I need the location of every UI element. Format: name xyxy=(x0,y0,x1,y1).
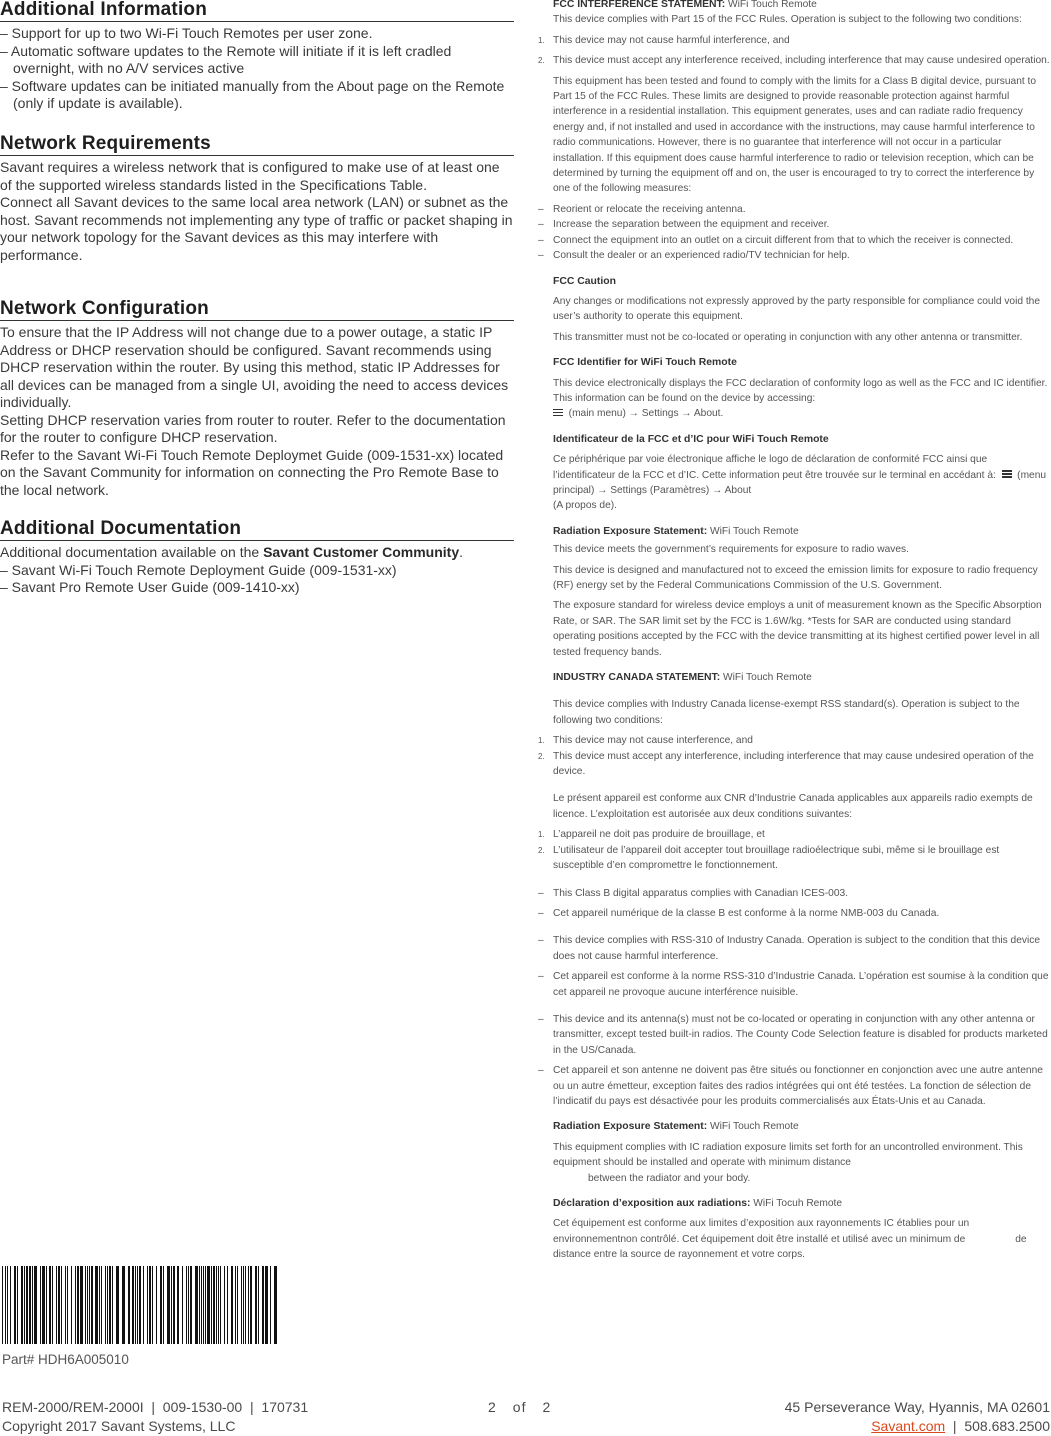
barcode-bar xyxy=(182,1266,183,1344)
path-about: About. xyxy=(693,408,724,420)
barcode-bar xyxy=(42,1266,45,1344)
item-text: This device may not cause harmful interference, and xyxy=(553,34,790,46)
section-heading: Network Configuration xyxy=(0,299,514,321)
barcode-bar xyxy=(61,1266,62,1344)
barcode-bar xyxy=(14,1266,16,1344)
barcode-bar xyxy=(7,1266,8,1344)
menu-icon xyxy=(553,407,563,418)
arrow-right-icon: → xyxy=(597,484,608,496)
paragraph: Any changes or modifications not expressly approved by the party responsible for compliance could void the user’s authority to operate this equipment. xyxy=(553,295,1041,323)
radiation-heading xyxy=(538,524,1051,539)
arrow-right-icon: → xyxy=(681,408,692,420)
barcode-bar xyxy=(163,1266,164,1344)
dash-marker: – xyxy=(538,971,544,983)
item-text: Connect the equipment into an outlet on a circuit different from that to which the receiver is connected. xyxy=(553,234,1014,246)
paragraph: Setting DHCP reservation varies from router to router. Refer to the documentation for the router to configure DHCP reservation. xyxy=(0,411,506,445)
dash-item xyxy=(538,1063,1051,1109)
dash-item xyxy=(538,202,1051,217)
list-item: – Savant Pro Remote User Guide (009-1410-xx) xyxy=(0,579,300,595)
copyright: Copyright 2017 Savant Systems, LLC xyxy=(2,1418,236,1434)
barcode-bar xyxy=(101,1266,102,1344)
phone-number: 508.683.2500 xyxy=(964,1418,1050,1434)
model-line: REM-2000/REM-2000I | 009-1530-00 | 170731 xyxy=(2,1399,309,1415)
barcode-bar xyxy=(32,1266,33,1344)
identificateur-text: Ce périphérique par voie électronique affiche le logo de déclaration de conformité FCC ainsi que l’identificateur de la FCC et d’IC. Cette information peut être trouvée sur le terminal en accédant à: xyxy=(553,454,996,481)
dash-marker: – xyxy=(538,1065,544,1077)
paragraph xyxy=(538,376,1051,422)
paragraph xyxy=(538,1140,1051,1186)
barcode-bar xyxy=(109,1266,111,1344)
barcode-bar xyxy=(227,1266,228,1344)
paragraph: The exposure standard for wireless device employs a unit of measurement known as the Specific Absorption Rate, or SAR. The SAR limit set by the FCC is 1.6W/kg. *Tests for SAR are conducted using standard operating positions accepted by the FCC with the device transmitting at its highest certified power level in all tested frequency bands. xyxy=(553,600,1042,658)
item-text: L’utilisateur de l’appareil doit accepter tout brouillage radioélectrique subi, même si le brouillage est susceptible d’en compromettre le fonctionnement. xyxy=(553,844,1000,872)
barcode-bar xyxy=(29,1266,31,1344)
barcode-bar xyxy=(160,1266,162,1344)
paragraph xyxy=(538,1216,1051,1262)
barcode-bar xyxy=(205,1266,206,1344)
paragraph: This device complies with Part 15 of the FCC Rules. Operation is subject to the following two conditions: xyxy=(553,14,1022,26)
item-text: This device may not cause interference, and xyxy=(553,735,753,747)
paragraph: This equipment has been tested and found to comply with the limits for a Class B digital device, pursuant to Part 15 of the FCC Rules. These limits are designed to provide reasonable protection against harmful interference in a residential installation. This equipment generates, uses and can radiate radio frequency energy and, if not installed and used in accordance with the instructions, may cause harmful interference to radio communications. However, there is no guarantee that interference will not occur in a particular installation. If this equipment does cause harmful interference to radio or television reception, which can be determined by turning the equipment off and on, the user is encouraged to try to correct the interference by one of the following measures: xyxy=(553,75,1037,195)
barcode-bar xyxy=(77,1266,79,1344)
fcc-interference-heading xyxy=(538,0,1051,12)
barcode-bar xyxy=(167,1266,170,1344)
barcode-bar xyxy=(255,1266,257,1344)
website-link[interactable]: Savant.com xyxy=(871,1418,946,1434)
section-heading: Additional Documentation xyxy=(0,519,514,541)
page-total: 2 xyxy=(542,1399,552,1415)
barcode-bar xyxy=(203,1266,204,1344)
barcode-bar xyxy=(112,1266,113,1344)
paragraph: Le présent appareil est conforme aux CNR d’Industrie Canada applicables aux appareils radio exempts de licence. L’exploitation est autorisée aux deux conditions suivantes: xyxy=(553,793,1033,820)
dash-item xyxy=(538,248,1051,263)
arrow-right-icon: → xyxy=(712,484,723,496)
item-text: This device and its antenna(s) must not be co-located or operating in conjunction with any other antenna or transmitter, except tested built-in radios. The County Code Selection feature is disabled for products marketed in the US/Canada. xyxy=(553,1013,1048,1056)
barcode-bar xyxy=(91,1266,93,1344)
barcode-bar xyxy=(80,1266,83,1344)
item-number: 2. xyxy=(538,751,545,761)
right-column xyxy=(538,0,1051,1263)
barcode-bar xyxy=(243,1266,244,1344)
item-text: Consult the dealer or an experienced radio/TV technician for help. xyxy=(553,250,850,262)
barcode-bar xyxy=(21,1266,23,1344)
barcode-bar xyxy=(265,1266,268,1344)
barcode-bar xyxy=(58,1266,60,1344)
barcode-bar xyxy=(56,1266,57,1344)
para-text: Cet équipement est conforme aux limites d’exposition aux rayonnements IC établies pour un environnementnon contrôlé. Cet équipement doit être installé et utilisé avec un minimum de xyxy=(553,1218,970,1245)
barcode-bar xyxy=(67,1266,68,1344)
barcode-bar xyxy=(262,1266,264,1344)
heading-bold: Radiation Exposure Statement: xyxy=(553,1121,708,1133)
numbered-item xyxy=(538,733,1051,748)
item-text: L’appareil ne doit pas produire de brouillage, et xyxy=(553,829,765,841)
identificateur-heading: Identificateur de la FCC et d’IC pour WiFi Touch Remote xyxy=(553,433,829,445)
barcode-bar xyxy=(207,1266,210,1344)
additional-documentation-section xyxy=(0,519,514,597)
network-requirements-section xyxy=(0,134,514,264)
para-text: between the radiator and your body. xyxy=(588,1172,751,1184)
path-about: About xyxy=(724,484,752,496)
intro-text: Additional documentation available on the xyxy=(0,544,264,560)
barcode-bar xyxy=(190,1266,192,1344)
list-item: – Automatic software updates to the Remote will initiate if it is left cradled overnight, with no A/V services active xyxy=(0,42,452,76)
item-number: 1. xyxy=(538,736,545,746)
page-of: of xyxy=(512,1399,527,1415)
paragraph: Connect all Savant devices to the same local area network (LAN) or subnet as the host. Savant recommends not implementing any type of traffic or packet shaping in your network topology for the Savant devices as this may interfere with performance. xyxy=(0,194,513,263)
barcode-bar xyxy=(89,1266,90,1344)
heading-rest: WiFi Touch Remote xyxy=(725,0,817,10)
barcode-bar xyxy=(258,1266,259,1344)
item-number: 1. xyxy=(538,35,545,45)
item-text: This device must accept any interference, including interference that may cause undesired operation of the device. xyxy=(553,750,1034,778)
path-menu: (main menu) xyxy=(568,408,626,420)
barcode-bar xyxy=(218,1266,219,1344)
barcode-bar xyxy=(85,1266,86,1344)
paragraph: Savant requires a wireless network that is configured to make use of at least one of the supported wireless standards listed in the Specifications Table. xyxy=(0,159,500,193)
barcode-bar xyxy=(65,1266,66,1344)
numbered-item xyxy=(538,843,1051,874)
para-text: This equipment complies with IC radiation exposure limits set forth for an uncontrolled environment. This equipment should be installed and operate with minimum distance xyxy=(553,1141,1023,1169)
item-text: This device must accept any interference received, including interference that may cause undesired operation. xyxy=(553,55,1050,67)
barcode-bar xyxy=(201,1266,202,1344)
barcode-bar xyxy=(216,1266,217,1344)
fcc-caution-heading: FCC Caution xyxy=(553,275,616,287)
dash-item xyxy=(538,1012,1051,1058)
identifier-text: This device electronically displays the FCC declaration of conformity logo as well as the FCC and IC identifier. This information can be found on the device by accessing: xyxy=(553,377,1048,404)
barcode-bar xyxy=(34,1266,37,1344)
item-text: Cet appareil et son antenne ne doivent pas être situés ou fonctionner en conjonction avec une autre antenne ou un autre émetteur, exception faites des radios intégrées qui ont été testées. La fonction de sélection de l’indicatif du pays est désactivée pour les produits commercialisés aux États-Unis et au Canada. xyxy=(553,1065,1043,1107)
heading-bold: FCC INTERFERENCE STATEMENT: xyxy=(553,0,726,10)
dash-item xyxy=(538,217,1051,232)
barcode-bar xyxy=(46,1266,47,1344)
dash-item xyxy=(538,906,1051,921)
barcode-bar xyxy=(116,1266,119,1344)
barcode-bar xyxy=(10,1266,11,1344)
declaration-heading xyxy=(538,1196,1051,1211)
list-item: – Support for up to two Wi-Fi Touch Remotes per user zone. xyxy=(0,25,373,41)
numbered-item xyxy=(538,33,1051,48)
barcode-bar xyxy=(49,1266,51,1344)
item-text: This device complies with RSS-310 of Industry Canada. Operation is subject to the condition that this device does not cause harmful interference. xyxy=(553,935,1040,962)
network-configuration-section xyxy=(0,299,514,499)
paragraph: This device is designed and manufactured not to exceed the emission limits for exposure to radio frequency (RF) energy set by the Federal Communications Commission of the U.S. Government. xyxy=(553,564,1038,591)
barcode-bar xyxy=(17,1266,18,1344)
dash-marker: – xyxy=(538,935,544,947)
item-text: This Class B digital apparatus complies with Canadian ICES-003. xyxy=(553,887,849,899)
dash-item xyxy=(538,886,1051,901)
barcode-bar xyxy=(224,1266,225,1344)
path-about-fr: (A propos de). xyxy=(553,500,617,512)
barcode-bar xyxy=(99,1266,100,1344)
barcode-bar xyxy=(186,1266,187,1344)
heading-rest: WiFi Touch Remote xyxy=(707,525,799,537)
barcode-bar xyxy=(95,1266,98,1344)
barcode-bar xyxy=(188,1266,189,1344)
dash-marker: – xyxy=(538,907,544,919)
arrow-right-icon: → xyxy=(628,408,639,420)
address: 45 Perseverance Way, Hyannis, MA 02601 xyxy=(784,1399,1050,1415)
list-item: – Software updates can be initiated manually from the About page on the Remote (only if update is available). xyxy=(0,77,505,111)
barcode-bar xyxy=(107,1266,108,1344)
item-text: Increase the separation between the equipment and receiver. xyxy=(553,219,830,231)
barcode-bar xyxy=(75,1266,76,1344)
heading-bold: INDUSTRY CANADA STATEMENT: xyxy=(553,672,721,684)
paragraph: This device meets the government’s requirements for exposure to radio waves. xyxy=(553,544,909,556)
barcode-bar xyxy=(213,1266,215,1344)
item-number: 2. xyxy=(538,845,545,855)
barcode-bar xyxy=(5,1266,6,1344)
paragraph: This transmitter must not be co-located or operating in conjunction with any other antenna or transmitter. xyxy=(553,331,1023,343)
numbered-item xyxy=(538,827,1051,842)
section-heading: Additional Information xyxy=(0,0,514,22)
list-item: – Savant Wi-Fi Touch Remote Deployment Guide (009-1531-xx) xyxy=(0,561,397,578)
dash-marker: – xyxy=(538,203,544,215)
barcode-bar xyxy=(156,1266,157,1344)
barcode-bar xyxy=(135,1266,136,1344)
barcode-bar xyxy=(128,1266,130,1344)
paragraph: This device complies with Industry Canada license-exempt RSS standard(s). Operation is subject to the following two conditions: xyxy=(553,699,1020,726)
path-menu: (menu principal) xyxy=(553,469,1047,496)
barcode-bar xyxy=(105,1266,106,1344)
barcode-bar xyxy=(149,1266,151,1344)
barcode-bar xyxy=(248,1266,249,1344)
barcode xyxy=(2,1266,280,1344)
barcode-bar xyxy=(245,1266,246,1344)
heading-bold: Déclaration d’exposition aux radiations: xyxy=(553,1198,751,1209)
barcode-bar xyxy=(122,1266,125,1344)
part-number: Part# HDH6A005010 xyxy=(2,1352,129,1367)
para-text: de distance entre la source de rayonnement et votre corps. xyxy=(553,1233,1027,1261)
dash-marker: – xyxy=(538,1013,544,1025)
barcode-bar xyxy=(274,1266,277,1344)
barcode-bar xyxy=(171,1266,172,1344)
item-number: 1. xyxy=(538,830,545,840)
path-settings: Settings xyxy=(641,408,679,420)
barcode-bar xyxy=(231,1266,233,1344)
barcode-bar xyxy=(270,1266,271,1344)
paragraph xyxy=(538,452,1051,514)
heading-rest: WiFi Touch Remote xyxy=(707,1121,799,1133)
additional-information-section xyxy=(0,0,514,113)
dash-marker: – xyxy=(538,887,544,899)
barcode-bar xyxy=(87,1266,88,1344)
heading-rest: WiFi Touch Remote xyxy=(720,672,812,684)
barcode-bar xyxy=(199,1266,200,1344)
page-current: 2 xyxy=(488,1399,497,1415)
numbered-item xyxy=(538,749,1051,780)
dash-marker: – xyxy=(538,234,544,246)
path-settings: Settings (Paramètres) xyxy=(610,484,710,496)
barcode-bar xyxy=(24,1266,25,1344)
barcode-bar xyxy=(211,1266,212,1344)
barcode-bar xyxy=(137,1266,138,1344)
barcode-bar xyxy=(2,1266,3,1344)
footer-left xyxy=(2,1398,308,1436)
separator: | xyxy=(945,1418,965,1434)
item-text: Cet appareil est conforme à la norme RSS-310 d’Industrie Canada. L’opération est soumise à la condition que cet appareil ne provoque aucune interférence nuisible. xyxy=(553,971,1049,998)
barcode-bar xyxy=(132,1266,134,1344)
heading-rest: WiFi Tocuh Remote xyxy=(750,1198,842,1209)
paragraph: To ensure that the IP Address will not change due to a power outage, a static IP Address or DHCP reservation should be configured. Savant recommends using DHCP reservation within the router. By using this method, static IP Addresses for all devices can be managed from a single UI, avoiding the need to access devices individually. xyxy=(0,324,509,410)
barcode-bar xyxy=(241,1266,242,1344)
dash-marker: – xyxy=(538,219,544,231)
barcode-bar xyxy=(26,1266,28,1344)
barcode-bar xyxy=(152,1266,153,1344)
barcode-bar xyxy=(52,1266,53,1344)
dash-item xyxy=(538,933,1051,964)
barcode-bar xyxy=(220,1266,221,1344)
paragraph: Refer to the Savant Wi-Fi Touch Remote Deploymet Guide (009-1531-xx) located on the Savant Community for information on connecting the Pro Remote Base to the local network. xyxy=(0,446,504,498)
heading-bold: Radiation Exposure Statement: xyxy=(553,525,708,537)
footer-right xyxy=(785,1398,1050,1436)
fcc-identifier-heading: FCC Identifier for WiFi Touch Remote xyxy=(553,357,737,369)
barcode-bar xyxy=(250,1266,252,1344)
radiation-heading-2 xyxy=(538,1119,1051,1134)
menu-icon xyxy=(1002,469,1012,480)
industry-canada-heading xyxy=(538,670,1051,685)
barcode-bar xyxy=(40,1266,41,1344)
barcode-bar xyxy=(195,1266,198,1344)
barcode-bar xyxy=(71,1266,72,1344)
numbered-item xyxy=(538,53,1051,68)
paragraph xyxy=(0,544,514,562)
dash-marker: – xyxy=(538,250,544,262)
section-heading: Network Requirements xyxy=(0,134,514,156)
barcode-bar xyxy=(139,1266,141,1344)
community-link-text: Savant Customer Community xyxy=(263,544,460,560)
item-number: 2. xyxy=(538,56,545,66)
barcode-bar xyxy=(143,1266,144,1344)
barcode-bar xyxy=(235,1266,236,1344)
contact-line xyxy=(785,1417,1050,1436)
item-text: Reorient or relocate the receiving antenna. xyxy=(553,203,746,215)
dash-item xyxy=(538,233,1051,248)
item-text: Cet appareil numérique de la classe B est conforme à la norme NMB-003 du Canada. xyxy=(553,907,940,919)
dash-item xyxy=(538,969,1051,1000)
page-indicator xyxy=(488,1398,567,1417)
barcode-bar xyxy=(237,1266,238,1344)
intro-end: . xyxy=(459,544,464,560)
barcode-bar xyxy=(147,1266,148,1344)
barcode-bar xyxy=(173,1266,175,1344)
barcode-bar xyxy=(177,1266,179,1344)
